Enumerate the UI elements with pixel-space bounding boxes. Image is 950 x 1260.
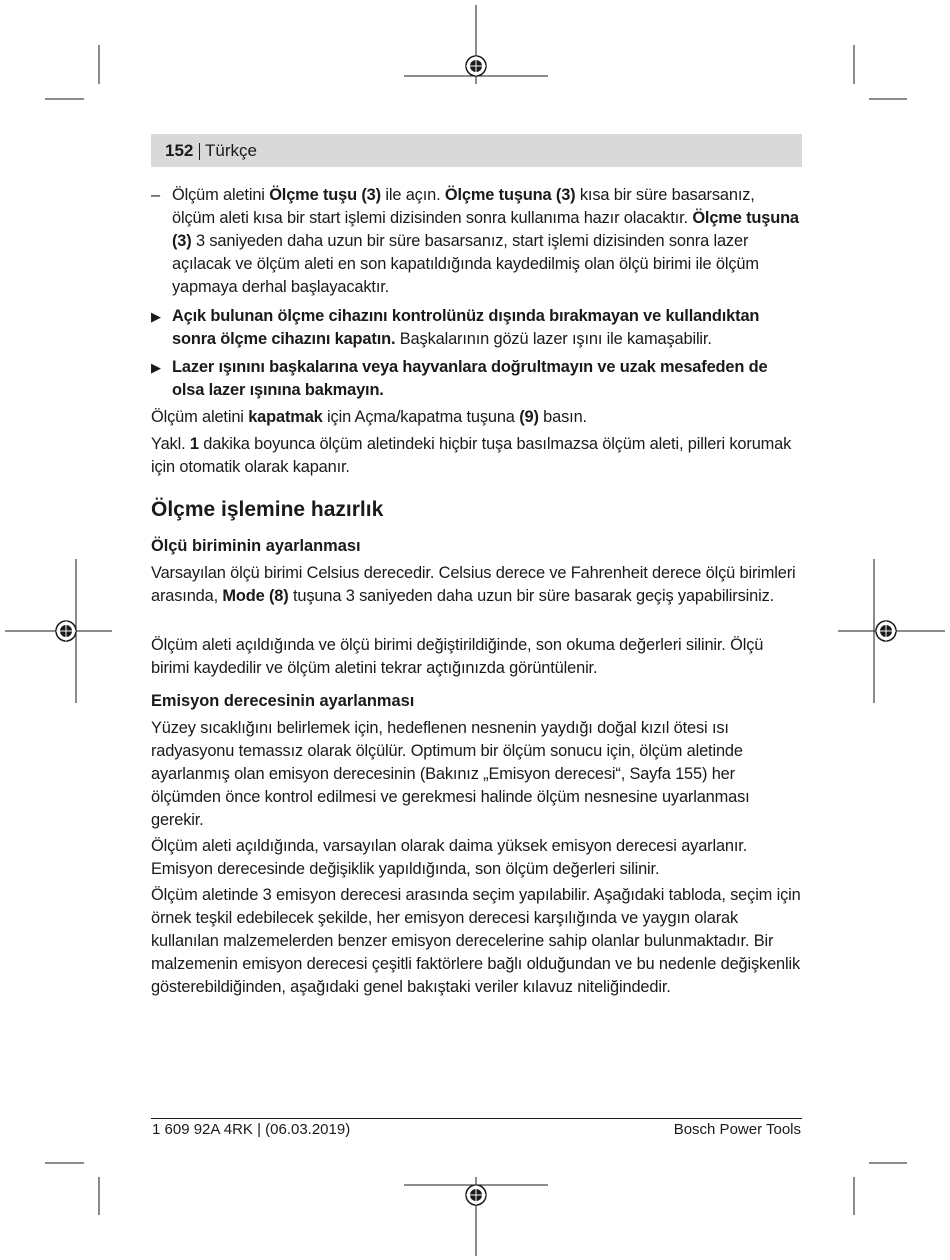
heading-measurement-prep: Ölçme işlemine hazırlık	[151, 498, 384, 521]
warning-laser-eyes: Lazer ışınını başkalarına veya hayvanlara doğrultmayın ve uzak mesafeden de olsa lazer ışınına bakmayın.	[172, 358, 768, 399]
paragraph-emission-options: Ölçüm aletinde 3 emisyon derecesi arasında seçim yapılabilir. Aşağıdaki tabloda, seçim için örnek teşkil edebilecek şekilde, her emisyon derecesi karşılığında ve yaygın olarak kullanılan malzemelerden benzer emisyon derecelerine sahip olanlar bulunmaktadır. Bir malzemenin emisyon derecesi çeşitli faktörlere bağlı olduğundan ve bu nedenle değişkenlik gösterebildiğinden, aşağıdaki genel bakıştaki veriler kılavuz niteliğindedir.	[151, 886, 801, 996]
paragraph-unit-saved: Ölçüm aleti açıldığında ve ölçü birimi değiştirildiğinde, son okuma değerleri silinir. Ölçü birimi kaydedilir ve ölçüm aletini tekrar açtığınızda görüntülenir.	[151, 636, 764, 677]
footer-document-id: 1 609 92A 4RK | (06.03.2019)	[152, 1121, 351, 1138]
registration-target-right	[876, 621, 896, 641]
section-title	[199, 142, 257, 160]
warning-marker-icon: ▶	[151, 360, 161, 375]
registration-target-bottom	[466, 1185, 486, 1205]
registration-target-top	[466, 56, 486, 76]
bullet-dash: –	[151, 186, 160, 204]
section-label: Türkçe	[205, 141, 257, 160]
subheading-emission: Emisyon derecesinin ayarlanması	[151, 692, 415, 710]
paragraph-auto-off: Yakl. 1 dakika boyunca ölçüm aletindeki hiçbir tuşa basılmazsa ölçüm aleti, pilleri korumak için otomatik olarak kapanır.	[151, 435, 792, 476]
registration-target-left	[56, 621, 76, 641]
paragraph-emission-intro: Yüzey sıcaklığını belirlemek için, hedeflenen nesnenin yaydığı doğal kızıl ötesi ısı radyasyonu temassız olarak ölçülür. Optimum bir ölçüm sonucu için, ölçüm aletinde ayarlanmış olan emisyon derecesinin (Bakınız „Emisyon derecesi“, Sayfa 155) her ölçümden önce kontrol edilmesi ve gerekmesi halinde ölçüm nesnesine uyarlanması gerekir.	[151, 719, 750, 829]
subheading-unit: Ölçü biriminin ayarlanması	[151, 537, 361, 555]
footer-brand: Bosch Power Tools	[673, 1121, 801, 1138]
paragraph-emission-default: Ölçüm aleti açıldığında, varsayılan olarak daima yüksek emisyon derecesi ayarlanır. Emisyon derecesinde değişiklik yapıldığında, son ölçüm değerleri silinir.	[151, 837, 748, 878]
page-number: 152	[165, 141, 194, 160]
warning-marker-icon: ▶	[151, 309, 161, 324]
paragraph-switch-off: Ölçüm aletini kapatmak için Açma/kapatma tuşuna (9) basın.	[151, 408, 587, 426]
footer-rule	[151, 1118, 802, 1119]
warning-keep-under-control: Açık bulunan ölçme cihazını kontrolünüz dışında bırakmayan ve kullandıktan sonra ölçme cihazını kapatın. Başkalarının gözü lazer ışını ile kamaşabilir.	[172, 307, 760, 348]
paragraph-unit-default: Varsayılan ölçü birimi Celsius derecedir. Celsius derece ve Fahrenheit derece ölçü birimleri arasında, Mode (8) tuşuna 3 saniyeden daha uzun bir süre basarak geçiş yapabilirsiniz.	[151, 564, 796, 605]
paragraph-switch-on: Ölçüm aletini Ölçme tuşu (3) ile açın. Ölçme tuşuna (3) kısa bir süre basarsanız, ölçüm aleti kısa bir start işlemi dizisinden sonra kullanıma hazır olacaktır. Ölçme tuşuna (3) 3 saniyeden daha uzun bir süre basarsanız, start işlemi dizisinden sonra lazer açılacak ve ölçüm aleti en son kapatıldığında kaydedilmiş olan ölçü birimi ile ölçüm yapmaya derhal başlayacaktır.	[172, 186, 799, 296]
